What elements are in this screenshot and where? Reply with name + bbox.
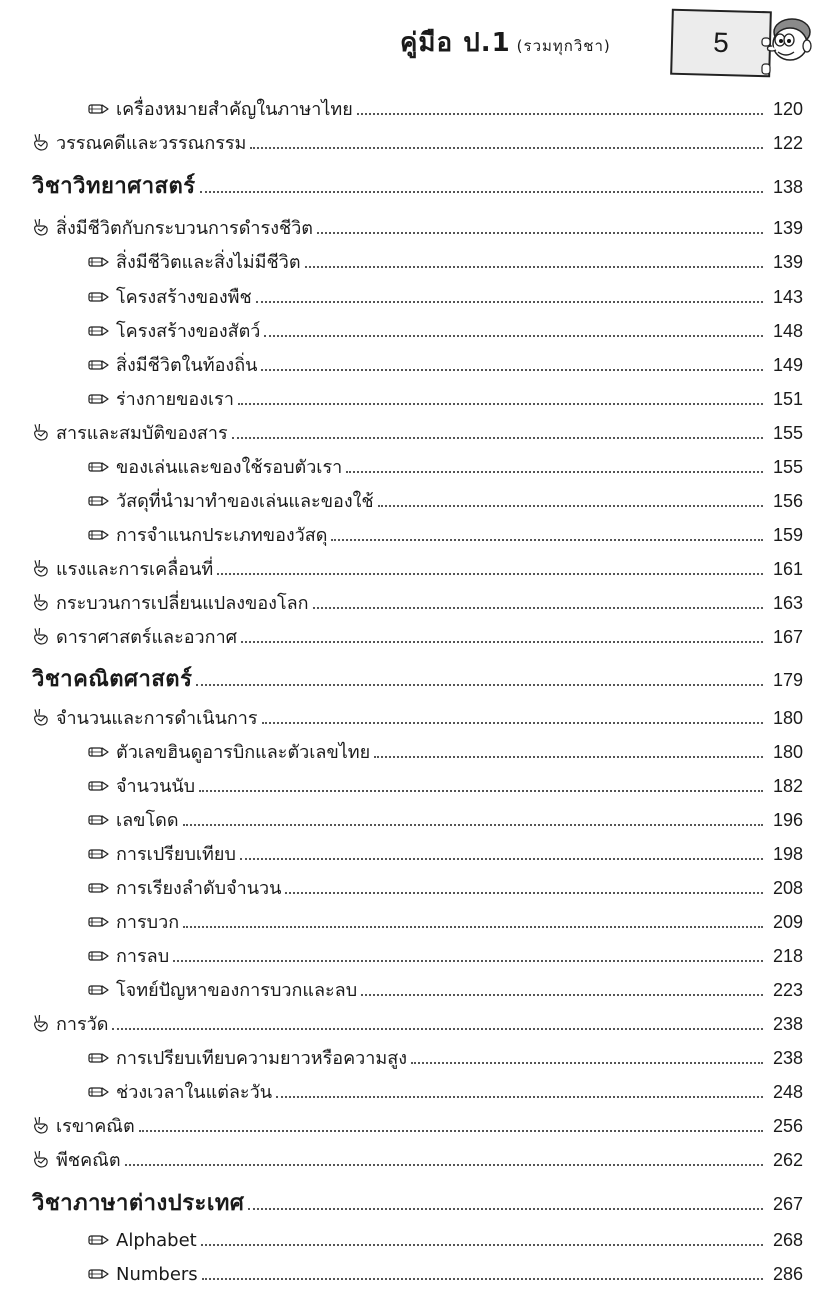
toc-entry-sub[interactable] [0, 736, 820, 766]
dot-leader [285, 891, 763, 894]
toc-entry-topic[interactable] [0, 553, 820, 583]
victory-hand-icon [32, 708, 50, 728]
dot-leader [262, 721, 763, 724]
victory-hand-icon [32, 1116, 50, 1136]
pencil-icon [88, 879, 110, 898]
dot-leader [313, 606, 763, 609]
toc-entry-label: เลขโดด [88, 805, 179, 834]
toc-entry-topic[interactable] [0, 1144, 820, 1174]
toc-entry-label: ดาราศาสตร์และอวกาศ [32, 622, 237, 651]
pencil-icon [88, 458, 110, 477]
toc-entry-sub[interactable] [0, 349, 820, 379]
dot-leader [183, 823, 763, 826]
dot-leader [217, 572, 763, 575]
dot-leader [331, 538, 763, 541]
toc-entry-sub[interactable] [0, 93, 820, 123]
toc-entry-sub[interactable] [0, 1259, 820, 1289]
toc-entry-page: 218 [772, 945, 803, 966]
toc-entry-page: 143 [772, 286, 803, 307]
dot-leader [264, 334, 763, 337]
toc-entry-topic[interactable] [0, 417, 820, 447]
toc-entry-page: 122 [772, 132, 803, 153]
toc-entry-page: 139 [772, 251, 803, 272]
dot-leader [202, 1277, 763, 1280]
pencil-icon [88, 356, 110, 375]
pencil-icon [88, 288, 110, 307]
toc-entry-page: 120 [772, 98, 803, 119]
toc-entry-sub[interactable] [0, 1042, 820, 1072]
toc-entry-section[interactable] [0, 170, 820, 200]
toc-entry-topic[interactable] [0, 212, 820, 242]
dot-leader [238, 402, 763, 405]
toc-entry-page: 155 [772, 422, 803, 443]
toc-entry-label: การจำแนกประเภทของวัสดุ [88, 520, 327, 549]
pencil-icon [88, 1083, 110, 1102]
book-title [400, 22, 611, 63]
dot-leader [125, 1163, 763, 1166]
book-subtitle: (รวมทุกวิชา) [516, 37, 611, 55]
toc-entry-label: Alphabet [88, 1230, 197, 1251]
victory-hand-icon [32, 627, 50, 647]
toc-entry-sub[interactable] [0, 519, 820, 549]
toc-entry-page: 167 [772, 626, 803, 647]
dot-leader [250, 146, 763, 149]
toc-entry-topic[interactable] [0, 702, 820, 732]
toc-entry-label: สิ่งมีชีวิตและสิ่งไม่มีชีวิต [88, 247, 301, 276]
toc-entry-sub[interactable] [0, 770, 820, 800]
dot-leader [317, 231, 763, 234]
toc-entry-page: 155 [772, 456, 803, 477]
book-title-text: คู่มือ ป.1 [400, 28, 511, 58]
toc-entry-page: 148 [772, 320, 803, 341]
pencil-icon [88, 947, 110, 966]
dot-leader [240, 857, 763, 860]
toc-entry-label: การลบ [88, 941, 169, 970]
toc-entry-label: วิชาคณิตศาสตร์ [32, 666, 193, 692]
toc-entry-label: การเปรียบเทียบความยาวหรือความสูง [88, 1043, 407, 1072]
dot-leader [411, 1061, 763, 1064]
toc-entry-page: 161 [772, 558, 803, 579]
toc-entry-label: ตัวเลขฮินดูอารบิกและตัวเลขไทย [88, 737, 370, 766]
toc-entry-sub[interactable] [0, 383, 820, 413]
toc-entry-page: 180 [772, 741, 803, 762]
dot-leader [241, 640, 763, 643]
dot-leader [261, 368, 763, 371]
toc-entry-page: 163 [772, 592, 803, 613]
toc-entry-topic[interactable] [0, 1008, 820, 1038]
cartoon-boy-icon [758, 8, 816, 80]
toc-entry-label: สิ่งมีชีวิตในท้องถิ่น [88, 350, 257, 379]
dot-leader [112, 1027, 763, 1030]
dot-leader [305, 265, 763, 268]
toc-entry-topic[interactable] [0, 127, 820, 157]
toc-entry-label: วรรณคดีและวรรณกรรม [32, 128, 246, 157]
toc-entry-label: จำนวนนับ [88, 771, 195, 800]
page-number: 5 [712, 26, 730, 59]
victory-hand-icon [32, 1150, 50, 1170]
toc-entry-page: 179 [772, 669, 803, 690]
dot-leader [276, 1095, 763, 1098]
toc-entry-label: สิ่งมีชีวิตกับกระบวนการดำรงชีวิต [32, 213, 313, 242]
toc-entry-sub[interactable] [0, 906, 820, 936]
toc-entry-topic[interactable] [0, 1110, 820, 1140]
dot-leader [183, 925, 763, 928]
toc-entry-label: ร่างกายของเรา [88, 384, 234, 413]
toc-entry-page: 238 [772, 1013, 803, 1034]
pencil-icon [88, 811, 110, 830]
pencil-icon [88, 100, 110, 119]
pencil-icon [88, 913, 110, 932]
pencil-icon [88, 845, 110, 864]
pencil-icon [88, 390, 110, 409]
pencil-icon [88, 1049, 110, 1068]
toc-entry-page: 286 [772, 1263, 803, 1284]
toc-entry-sub[interactable] [0, 451, 820, 481]
dot-leader [357, 112, 763, 115]
pencil-icon [88, 492, 110, 511]
toc-entry-page: 138 [772, 176, 803, 197]
victory-hand-icon [32, 133, 50, 153]
toc-entry-label: โครงสร้างของพืช [88, 282, 252, 311]
victory-hand-icon [32, 218, 50, 238]
toc-entry-label: โจทย์ปัญหาของการบวกและลบ [88, 975, 357, 1004]
toc-entry-label: วิชาภาษาต่างประเทศ [32, 1190, 245, 1216]
toc-entry-page: 238 [772, 1047, 803, 1068]
toc-entry-page: 196 [772, 809, 803, 830]
toc-entry-page: 223 [772, 979, 803, 1000]
pencil-icon [88, 1231, 110, 1250]
toc-entry-label: วัสดุที่นำมาทำของเล่นและของใช้ [88, 486, 374, 515]
toc-entry-label: การเรียงลำดับจำนวน [88, 873, 281, 902]
toc-entry-page: 182 [772, 775, 803, 796]
pencil-icon [88, 981, 110, 1000]
pencil-icon [88, 526, 110, 545]
dot-leader [173, 959, 763, 962]
toc-entry-sub[interactable] [0, 315, 820, 345]
pencil-icon [88, 743, 110, 762]
dot-leader [374, 755, 763, 758]
toc-entry-section[interactable] [0, 663, 820, 693]
toc-entry-sub[interactable] [0, 872, 820, 902]
toc-entry-page: 149 [772, 354, 803, 375]
dot-leader [200, 190, 763, 193]
toc-entry-label: พีชคณิต [32, 1145, 121, 1174]
toc-entry-section[interactable] [0, 1187, 820, 1217]
toc-entry-page: 256 [772, 1115, 803, 1136]
toc-entry-page: 156 [772, 490, 803, 511]
toc-entry-label: เรขาคณิต [32, 1111, 135, 1140]
toc-entry-label: เครื่องหมายสำคัญในภาษาไทย [88, 94, 353, 123]
toc-entry-label: การวัด [32, 1009, 108, 1038]
victory-hand-icon [32, 593, 50, 613]
toc-entry-page: 139 [772, 217, 803, 238]
dot-leader [139, 1129, 763, 1132]
dot-leader [201, 1243, 763, 1246]
toc-entry-page: 180 [772, 707, 803, 728]
toc-entry-label: การเปรียบเทียบ [88, 839, 236, 868]
toc-entry-page: 159 [772, 524, 803, 545]
dot-leader [232, 436, 763, 439]
toc-entry-label: การบวก [88, 907, 179, 936]
toc-entry-sub[interactable] [0, 804, 820, 834]
toc-entry-page: 198 [772, 843, 803, 864]
toc-entry-sub[interactable] [0, 974, 820, 1004]
victory-hand-icon [32, 559, 50, 579]
toc-entry-topic[interactable] [0, 587, 820, 617]
pencil-icon [88, 777, 110, 796]
toc-entry-sub[interactable] [0, 1076, 820, 1106]
toc-entry-page: 267 [772, 1193, 803, 1214]
toc-entry-label: Numbers [88, 1264, 198, 1285]
dot-leader [256, 300, 763, 303]
page-header [0, 0, 820, 90]
dot-leader [361, 993, 763, 996]
toc-entry-sub[interactable] [0, 838, 820, 868]
victory-hand-icon [32, 423, 50, 443]
victory-hand-icon [32, 1014, 50, 1034]
toc-entry-page: 151 [772, 388, 803, 409]
toc-entry-sub[interactable] [0, 1225, 820, 1255]
toc-entry-label: แรงและการเคลื่อนที่ [32, 554, 213, 583]
toc-entry-page: 268 [772, 1229, 803, 1250]
toc-entry-sub[interactable] [0, 940, 820, 970]
toc-entry-label: สารและสมบัติของสาร [32, 418, 228, 447]
toc-entry-topic[interactable] [0, 621, 820, 651]
toc-entry-label: วิชาวิทยาศาสตร์ [32, 173, 196, 199]
toc-entry-label: โครงสร้างของสัตว์ [88, 316, 260, 345]
toc-entry-label: ช่วงเวลาในแต่ละวัน [88, 1077, 272, 1106]
pencil-icon [88, 322, 110, 341]
dot-leader [346, 470, 763, 473]
toc-entry-label: จำนวนและการดำเนินการ [32, 703, 258, 732]
toc-entry-sub[interactable] [0, 485, 820, 515]
toc-entry-page: 248 [772, 1081, 803, 1102]
pencil-icon [88, 1265, 110, 1284]
toc-entry-page: 208 [772, 877, 803, 898]
dot-leader [196, 683, 763, 686]
page-number-sign [670, 9, 772, 78]
toc-entry-label: กระบวนการเปลี่ยนแปลงของโลก [32, 588, 309, 617]
toc-entry-label: ของเล่นและของใช้รอบตัวเรา [88, 452, 342, 481]
dot-leader [378, 504, 763, 507]
pencil-icon [88, 253, 110, 272]
toc-entry-page: 209 [772, 911, 803, 932]
toc-entry-sub[interactable] [0, 281, 820, 311]
dot-leader [248, 1207, 763, 1210]
toc-entry-sub[interactable] [0, 246, 820, 276]
dot-leader [199, 789, 763, 792]
toc-entry-page: 262 [772, 1149, 803, 1170]
